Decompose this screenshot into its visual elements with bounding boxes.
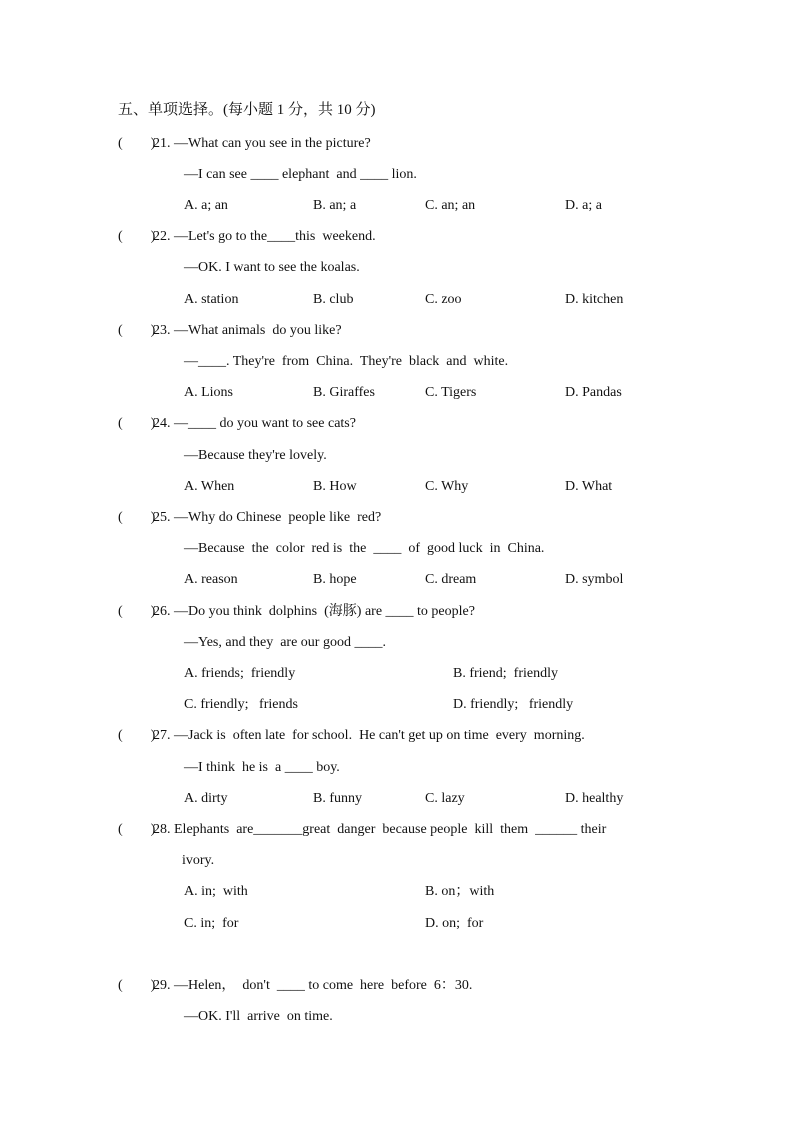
option-b: B. on；with [425, 884, 495, 899]
question-reply: —Because they're lovely. [184, 448, 327, 463]
option-b: B. club [313, 292, 354, 307]
question-stem: 23. —What animals do you like? [153, 323, 342, 338]
option-a: A. When [184, 479, 235, 494]
option-b: B. Giraffes [313, 385, 375, 400]
option-a: A. in; with [184, 884, 248, 899]
option-a: A. Lions [184, 385, 233, 400]
option-a: A. a; an [184, 198, 228, 213]
option-c: C. Why [425, 479, 469, 494]
question-stem: 22. —Let's go to the____this weekend. [153, 229, 376, 244]
answer-blank: ( ) [118, 510, 156, 525]
option-b: B. friend; friendly [453, 666, 558, 681]
option-c: C. an; an [425, 198, 476, 213]
option-b: B. hope [313, 572, 357, 587]
option-d: D. healthy [565, 791, 624, 806]
option-c: C. friendly; friends [184, 697, 298, 712]
option-a: A. friends; friendly [184, 666, 296, 681]
question-reply: —I can see ____ elephant and ____ lion. [184, 167, 417, 182]
option-c: C. dream [425, 572, 477, 587]
question-reply: —I think he is a ____ boy. [184, 760, 340, 775]
option-a: A. dirty [184, 791, 228, 806]
option-c: C. zoo [425, 292, 462, 307]
option-b: B. How [313, 479, 357, 494]
section-title: 五、单项选择。(每小题 1 分，共 10 分) [118, 102, 376, 118]
question-stem: 28. Elephants are_______great danger because people kill them ______ their [153, 822, 607, 837]
question-stem: 29. —Helen， don't ____ to come here before 6：30. [153, 978, 473, 993]
question-reply: —____. They're from China. They're black and white. [184, 354, 509, 369]
option-c: C. lazy [425, 791, 465, 806]
answer-blank: ( ) [118, 136, 156, 151]
answer-blank: ( ) [118, 604, 156, 619]
option-d: D. a; a [565, 198, 602, 213]
question-reply: —OK. I'll arrive on time. [184, 1009, 333, 1024]
option-a: A. reason [184, 572, 238, 587]
option-a: A. station [184, 292, 239, 307]
question-reply: —Yes, and they are our good ____. [184, 635, 386, 650]
option-d: D. friendly; friendly [453, 697, 574, 712]
question-stem: 27. —Jack is often late for school. He can't get up on time every morning. [153, 728, 585, 743]
question-stem: 25. —Why do Chinese people like red? [153, 510, 382, 525]
option-d: D. Pandas [565, 385, 622, 400]
answer-blank: ( ) [118, 822, 156, 837]
answer-blank: ( ) [118, 323, 156, 338]
question-stem: 24. —____ do you want to see cats? [153, 416, 356, 431]
answer-blank: ( ) [118, 416, 156, 431]
option-d: D. What [565, 479, 613, 494]
option-d: D. kitchen [565, 292, 624, 307]
question-stem: 26. —Do you think dolphins (海豚) are ____ to people? [153, 604, 475, 619]
answer-blank: ( ) [118, 229, 156, 244]
answer-blank: ( ) [118, 728, 156, 743]
question-reply: —OK. I want to see the koalas. [184, 260, 360, 275]
option-c: C. in; for [184, 916, 239, 931]
option-b: B. funny [313, 791, 362, 806]
question-reply: —Because the color red is the ____ of good luck in China. [184, 541, 545, 556]
answer-blank: ( ) [118, 978, 156, 993]
question-stem: 21. —What can you see in the picture? [153, 136, 371, 151]
option-d: D. symbol [565, 572, 624, 587]
option-d: D. on; for [425, 916, 484, 931]
question-stem-continued: ivory. [182, 853, 215, 868]
option-b: B. an; a [313, 198, 357, 213]
option-c: C. Tigers [425, 385, 477, 400]
